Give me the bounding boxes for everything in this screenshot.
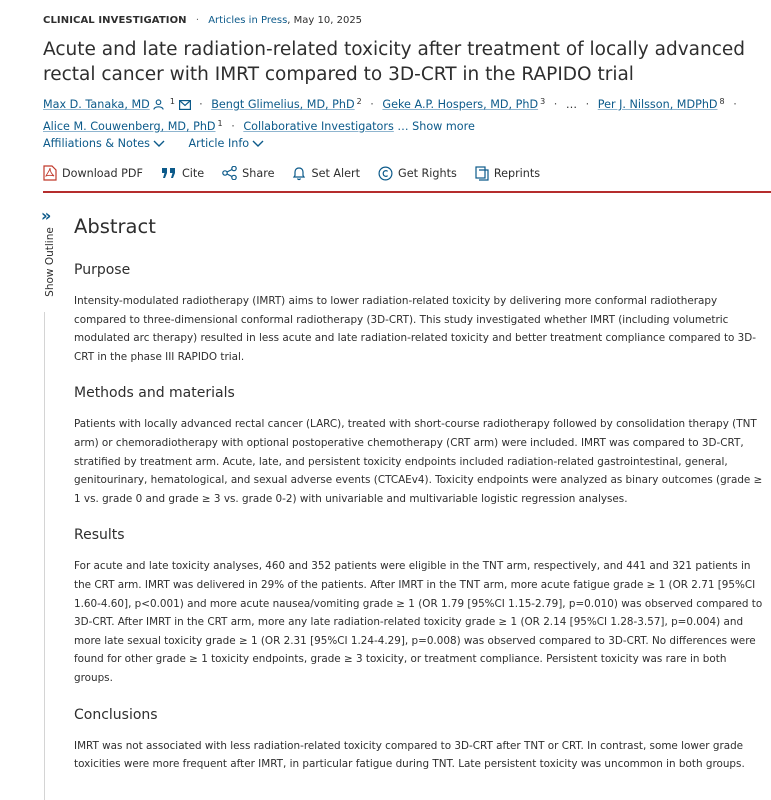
section-heading: Conclusions <box>74 706 158 723</box>
outline-rail <box>44 312 45 800</box>
abstract-section-methods <box>74 385 764 508</box>
author-link[interactable]: Collaborative Investigators <box>243 120 394 133</box>
bell-icon <box>292 166 306 181</box>
section-text: Intensity-modulated radiotherapy (IMRT) aims to lower radiation-related toxicity by delivering more conformal radiotherapy compared to three-dimensional conformal radiotherapy (3D-CRT). This study investigated whether IMRT (including volumetric modulated arc therapy) resulted in less acute and late radiation-related toxicity and better treatment compliance compared to 3D-CRT in the phase III RAPIDO trial. <box>74 295 757 363</box>
abstract-heading: Abstract <box>74 215 156 238</box>
author-link[interactable]: Per J. Nilsson, MDPhD <box>597 98 718 111</box>
chevron-down-icon <box>153 140 165 148</box>
article-toolbar <box>43 165 540 181</box>
chevron-down-icon <box>252 140 264 148</box>
article-title: Acute and late radiation-related toxicity after treatment of locally advanced rectal cancer with IMRT compared to 3D-CRT in the RAPIDO trial <box>43 39 746 85</box>
abstract-section-results <box>74 527 764 687</box>
section-text: IMRT was not associated with less radiation-related toxicity compared to 3D-CRT after TNT or CRT. In contrast, some lower grade toxicities were more frequent after IMRT, in particular fatigue during TNT. Late persistent toxicity was uncommon in both groups. <box>74 739 745 771</box>
reprints-button[interactable]: Reprints <box>475 165 540 181</box>
set-alert-button[interactable]: Set Alert <box>292 165 360 181</box>
author-link[interactable]: Max D. Tanaka, MD <box>43 98 150 111</box>
article-header: CLINICAL INVESTIGATION · Articles in Press, May 10, 2025 <box>43 15 363 26</box>
section-text: Patients with locally advanced rectal cancer (LARC), treated with short-course radiotherapy followed by consolidation therapy (TNT arm) or chemoradiotherapy with optional postoperative chemotherapy (CRT arm) were included. IMRT was compared to 3D-CRT, stratified by treatment arm. Acute, late, and persistent toxicity endpoints included radiation-related gastrointestinal, general, genitourinary, hematological, and sexual adverse events (CTCAEv4). Toxicity endpoints were analyzed as binary outcomes (grade ≥ 1 vs. grade 0 and grade ≥ 3 vs. grade 0-2) with univariable and multivariable logistic regression analyses. <box>74 418 763 505</box>
show-more-authors-button[interactable]: … Show more <box>397 120 475 133</box>
author-link[interactable]: Alice M. Couwenberg, MD, PhD <box>43 120 216 133</box>
copyright-icon <box>378 166 393 181</box>
author-link[interactable]: Geke A.P. Hospers, MD, PhD <box>382 98 539 111</box>
share-button[interactable]: Share <box>222 165 274 181</box>
article-info-toggle[interactable]: Article Info <box>189 137 265 150</box>
pdf-icon <box>43 165 57 181</box>
section-heading: Purpose <box>74 262 131 278</box>
abstract-section-purpose <box>74 262 764 366</box>
show-outline-label: Show Outline <box>44 227 56 297</box>
quote-icon <box>161 167 177 179</box>
double-chevron-right-icon: » <box>41 206 52 225</box>
affiliations-toggle[interactable]: Affiliations & Notes <box>43 137 165 150</box>
download-pdf-button[interactable]: Download PDF <box>43 165 143 181</box>
abstract-section-conclusions <box>74 707 764 774</box>
header-divider <box>43 191 771 193</box>
abstract <box>74 215 764 793</box>
email-icon[interactable] <box>179 100 191 110</box>
show-outline-toggle[interactable] <box>40 206 58 306</box>
articles-in-press-link[interactable]: Articles in Press <box>208 15 288 26</box>
author-link[interactable]: Bengt Glimelius, MD, PhD <box>211 98 355 111</box>
authors-ellipsis: … <box>565 98 578 111</box>
get-rights-button[interactable]: Get Rights <box>378 165 457 181</box>
section-text: For acute and late toxicity analyses, 460 and 352 patients were eligible in the TNT arm, respectively, and 441 and 321 patients in the CRT arm. IMRT was delivered in 29% of the patients. After IMRT in the TNT arm, more acute fatigue grade ≥ 1 (OR 2.71 [95%CI 1.60-4.60], p<0.001) and more acute nausea/vomiting grade ≥ 1 (OR 1.79 [95%CI 1.15-2.79], p=0.010) was observed compared to 3D-CRT. After IMRT in the CRT arm, more any late radiation-related toxicity grade ≥ 1 (OR 2.14 [95%CI 1.28-3.57], p=0.004) and more late sexual toxicity grade ≥ 1 (OR 2.31 [95%CI 1.24-4.29], p=0.008) was observed compared to 3D-CRT. No differences were found for other grade ≥ 1 toxicity endpoints, grade ≥ 3 toxicity, or treatment compliance. Persistent toxicity was rare in both groups. <box>74 560 763 684</box>
reprints-icon <box>475 166 489 181</box>
author-list: Max D. Tanaka, MD $^1$ · Bengt Glimelius, MD, PhD $^2$ · Geke A.P. Hospers, MD, PhD $^3$ · … · Per J. Nilsson, MDPhD $^8$ · Alice M. Couwenberg, MD, PhD $^1$ · Collaborative Investigators … Show more <box>43 97 737 133</box>
article-type: CLINICAL INVESTIGATION <box>43 15 187 26</box>
cite-button[interactable]: Cite <box>161 165 204 181</box>
share-icon <box>222 166 237 180</box>
meta-links <box>43 137 284 150</box>
section-heading: Results <box>74 527 125 544</box>
section-heading: Methods and materials <box>74 385 235 402</box>
person-icon[interactable] <box>153 99 164 110</box>
publication-date: May 10, 2025 <box>293 15 363 26</box>
